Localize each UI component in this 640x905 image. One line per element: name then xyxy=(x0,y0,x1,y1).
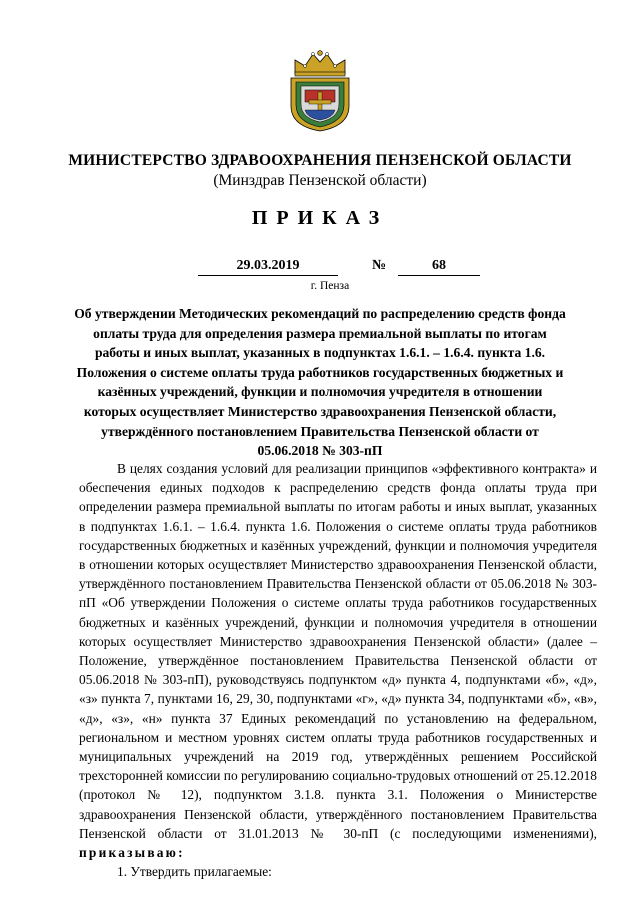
order-body xyxy=(79,459,597,881)
pensa-region-emblem xyxy=(287,48,353,132)
order-meta-row xyxy=(0,258,640,278)
order-subject-heading: Об утверждении Методических рекомендаций по распределению средств фонда оплаты труда для определения размера премиальной выплаты по итогам работы и иных выплат, указанных в подпунктах 1.6.1. – 1.6.4. пункта 1.6. Положения о системе оплаты труда работников государственных бюджетных и казённых учреждений, функции и полномочия учредителя в отношении которых осуществляет Министерство здравоохранения Пензенской области, утверждённого постановлением Правительства Пензенской области от 05.06.2018 № 303-пП xyxy=(74,306,566,459)
order-number-label: № xyxy=(372,258,387,273)
order-city: г. Пенза xyxy=(310,280,350,292)
order-date: 29.03.2019 xyxy=(198,258,338,276)
order-keyword: приказываю: xyxy=(79,845,185,861)
ministry-name: МИНИСТЕРСТВО ЗДРАВООХРАНЕНИЯ ПЕНЗЕНСКОЙ ОБЛАСТИ xyxy=(68,152,572,169)
preamble-text: В целях создания условий для реализации принципов «эффективного контракта» и обеспечения единых подходов к распределению средств фонда оплаты труда при определении размера премиальной выплаты по итогам работы и иных выплат, указанных в подпунктах 1.6.1. – 1.6.4. пункта 1.6. Положения о системе оплаты труда работников государственных бюджетных и казённых учреждений, функции и полномочия учредителя в отношении которых осуществляет Министерство здравоохранения Пензенской области, утверждённого постановлением Правительства Пензенской области от 05.06.2018 № 303-пП «Об утверждении Положения о системе оплаты труда работников государственных бюджетных и казённых учреждений, функции и полномочия учредителя в отношении которых осуществляет Министерство здравоохранения Пензенской области» (далее – Положение, утверждённое постановлением Правительства Пензенской области от 05.06.2018 № 303-пП), руководствуясь подпунктом «д» пункта 4, подпунктами «б», «д», «з» пункта 7, пунктами 16, 29, 30, подпунктами «г», «д» пункта 34, подпунктами «б», «в», «д», «з», «н» пункта 37 Единых рекомендаций по установлению на федеральном, региональном и местном уровнях систем оплаты труда работников государственных и муниципальных учреждений на 2019 год, утверждённых решением Российской трехсторонней комиссии по регулированию социально-трудовых отношений от 25.12.2018 (протокол № 12), подпунктом 3.1.8. пункта 3.1. Положения о Министерстве здравоохранения Пензенской области, утверждённого постановлением Правительства Пензенской области от 31.01.2013 № 30-пП (с последующими изменениями), xyxy=(79,461,597,841)
ministry-short-name: (Минздрав Пензенской области) xyxy=(213,172,427,189)
order-item-1: 1. Утвердить прилагаемые: xyxy=(117,864,272,880)
order-number: 68 xyxy=(398,258,480,276)
document-type-title: ПРИКАЗ xyxy=(251,207,389,229)
preamble-paragraph xyxy=(79,459,597,862)
